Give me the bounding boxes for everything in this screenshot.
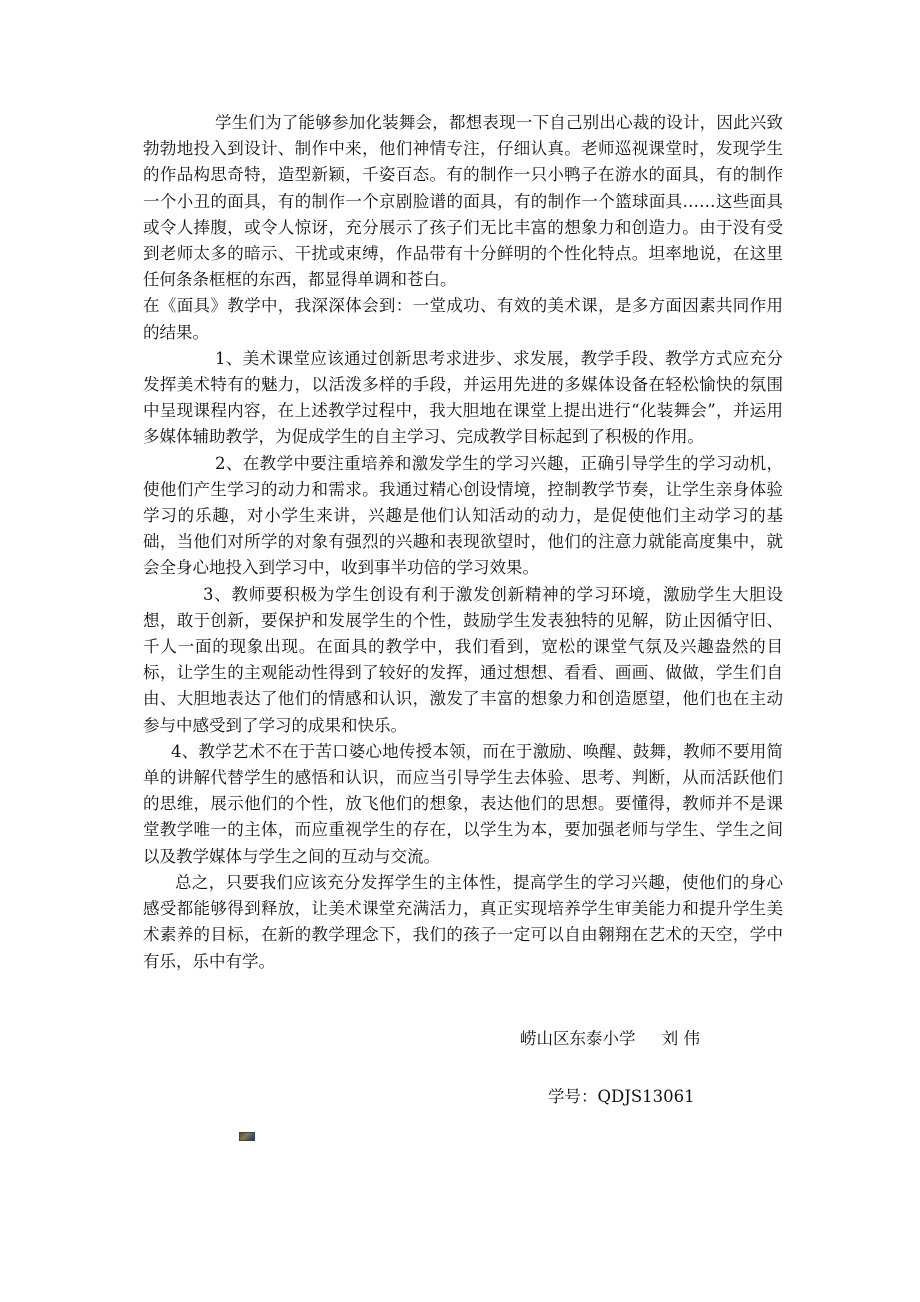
document-body (143, 110, 783, 975)
paragraph-point-1: 1、美术课堂应该通过创新思考求进步、求发展，教学手段、教学方式应充分发挥美术特有的魅力，以活泼多样的手段，并运用先进的多媒体设备在轻松愉快的氛围中呈现课程内容，在上述教学过程中，我大胆地在课堂上提出进行“化装舞会”，并运用多媒体辅助教学，为促成学生的自主学习、完成教学目标起到了积极的作用。 (143, 348, 783, 447)
author-signature: 崂山区东泰小学 刘 伟 (520, 1029, 700, 1048)
paragraph-point-2: 2、在教学中要注重培养和激发学生的学习兴趣，正确引导学生的学习动机，使他们产生学习的动力和需求。我通过精心创设情境，控制教学节奏，让学生亲身体验学习的乐趣，对小学生来讲，兴趣是他们认知活动的动力，是促使他们主动学习的基础，当他们对所学的对象有强烈的兴趣和表现欲望时，他们的注意力就能高度集中，就会全身心地投入到学习中，收到事半功倍的学习效果。 (143, 453, 783, 578)
student-id: 学号：QDJS13061 (548, 1087, 695, 1106)
paragraph-summary-intro: 在《面具》教学中，我深深体会到：一堂成功、有效的美术课，是多方面因素共同作用的结果。 (143, 296, 783, 342)
paragraph-conclusion: 总之，只要我们应该充分发挥学生的主体性，提高学生的学习兴趣，使他们的身心感受都能够得到释放，让美术课堂充满活力，真正实现培养学生审美能力和提升学生美术素养的目标，在新的教学理念下，我们的孩子一定可以自由翱翔在艺术的天空，学中有乐，乐中有学。 (143, 872, 783, 971)
small-image-thumbnail (239, 1132, 255, 1141)
paragraph-point-4: 4、教学艺术不在于苦口婆心地传授本领，而在于激励、唤醒、鼓舞，教师不要用简单的讲解代替学生的感悟和认识，而应当引导学生去体验、思考、判断，从而活跃他们的思维，展示他们的个性，放飞他们的想象，表达他们的思想。要懂得，教师并不是课堂教学唯一的主体，而应重视学生的存在，以学生为本，要加强老师与学生、学生之间以及教学媒体与学生之间的互动与交流。 (143, 741, 783, 866)
paragraph-point-3: 3、教师要积极为学生创设有利于激发创新精神的学习环境，激励学生大胆设想，敢于创新，要保护和发展学生的个性，鼓励学生发表独特的见解，防止因循守旧、千人一面的现象出现。在面具的教学中，我们看到，宽松的课堂气氛及兴趣盎然的目标，让学生的主观能动性得到了较好的发挥，通过想想、看看、画画、做做，学生们自由、大胆地表达了他们的情感和认识，激发了丰富的想象力和创造愿望，他们也在主动参与中感受到了学习的成果和快乐。 (143, 584, 783, 735)
paragraph-masquerade: 学生们为了能够参加化装舞会，都想表现一下自己别出心裁的设计，因此兴致勃勃地投入到设计、制作中来，他们神情专注，仔细认真。老师巡视课堂时，发现学生的作品构思奇特，造型新颖，千姿百态。有的制作一只小鸭子在游水的面具，有的制作一个小丑的面具，有的制作一个京剧脸谱的面具，有的制作一个篮球面具……这些面具或令人捧腹，或令人惊讶，充分展示了孩子们无比丰富的想象力和创造力。由于没有受到老师太多的暗示、干扰或束缚，作品带有十分鲜明的个性化特点。坦率地说，在这里任何条条框框的东西，都显得单调和苍白。 (143, 113, 783, 290)
